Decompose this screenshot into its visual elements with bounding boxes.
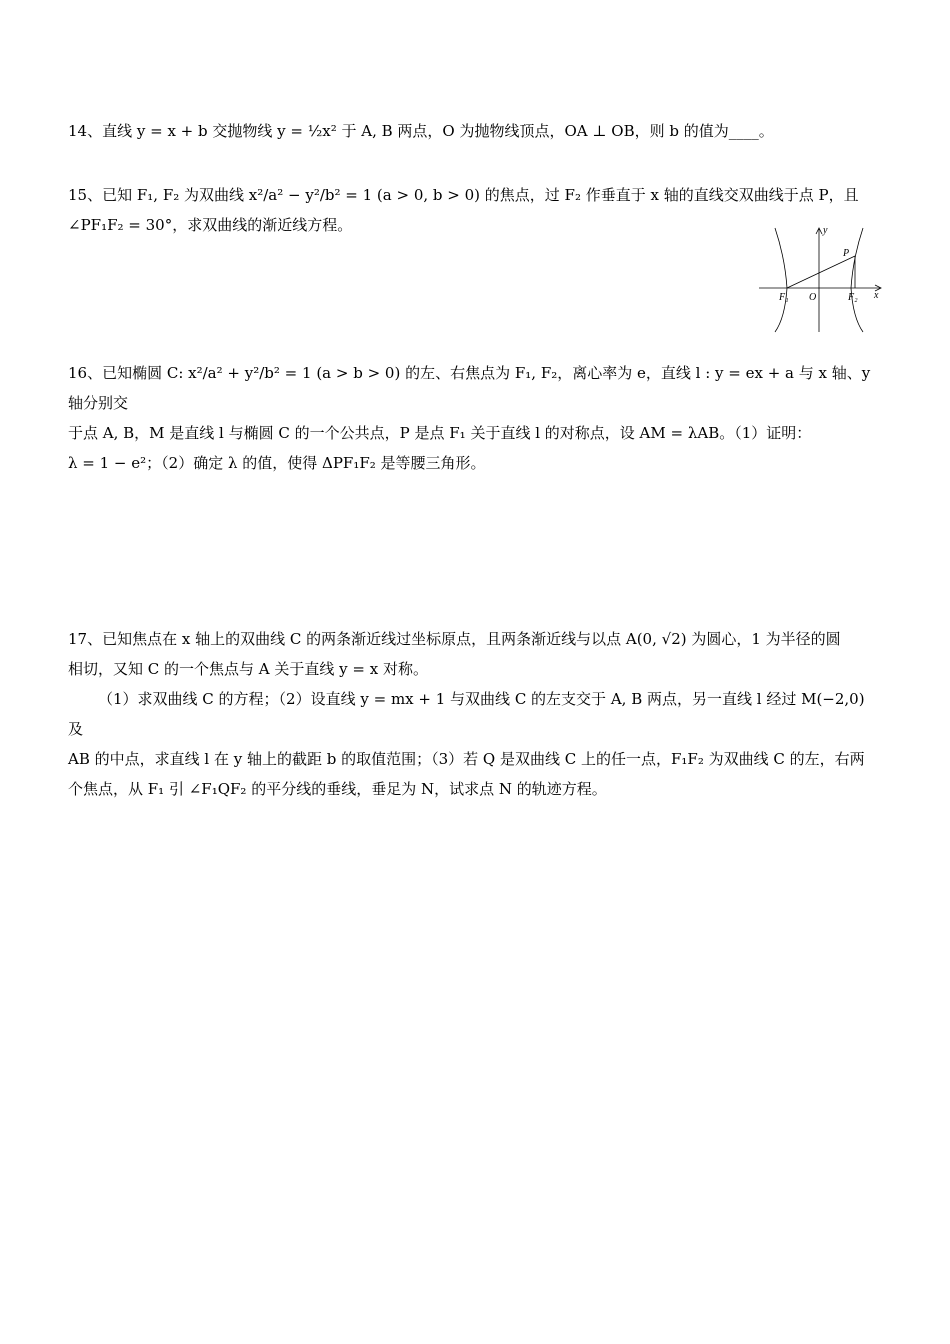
problem-text-line: 已知椭圆 C: x²/a² + y²/b² = 1 (a > b > 0) 的左、右焦点为 F₁, F₂，离心率为 e，直线 l : y = ex + a 与 x 轴、y 轴分别交	[68, 364, 871, 412]
problem-text-line: 已知焦点在 x 轴上的双曲线 C 的两条渐近线过坐标原点，且两条渐近线与以点 A(0, √2) 为圆心，1 为半径的圆	[102, 630, 841, 648]
problem-17	[68, 624, 883, 804]
problem-number: 16、	[68, 364, 103, 382]
problem-text-line: 直线 y = x + b 交抛物线 y = ½x² 于 A, B 两点，O 为抛物线顶点，OA ⊥ OB，则 b 的值为____。	[102, 122, 774, 140]
label-f1: F₁	[779, 292, 789, 303]
problem-text-line: AB 的中点，求直线 l 在 y 轴上的截距 b 的取值范围；（3）若 Q 是双曲线 C 上的任一点，F₁F₂ 为双曲线 C 的左，右两	[68, 750, 865, 768]
hyperbola-left-branch	[775, 228, 787, 332]
problem-text-line: （1）求双曲线 C 的方程；（2）设直线 y = mx + 1 与双曲线 C 的左支交于 A, B 两点，另一直线 l 经过 M(−2,0) 及	[68, 690, 865, 738]
hyperbola-right-branch	[851, 228, 863, 332]
label-o: O	[809, 292, 817, 303]
problem-text-line: 已知 F₁, F₂ 为双曲线 x²/a² − y²/b² = 1 (a > 0, b > 0) 的焦点，过 F₂ 作垂直于 x 轴的直线交双曲线于点 P，且	[102, 186, 859, 204]
label-x: x	[874, 290, 879, 301]
label-y: y	[823, 225, 828, 236]
label-p: P	[843, 248, 850, 259]
problem-number: 15、	[68, 186, 103, 204]
problem-number: 17、	[68, 630, 103, 648]
problem-16	[68, 358, 883, 478]
label-f2: F₂	[848, 292, 858, 303]
problem-text-line: 个焦点，从 F₁ 引 ∠F₁QF₂ 的平分线的垂线，垂足为 N，试求点 N 的轨迹方程。	[68, 780, 607, 798]
problem-14	[68, 116, 883, 146]
problem-number: 14、	[68, 122, 103, 140]
problem-text-line: 于点 A, B，M 是直线 l 与椭圆 C 的一个公共点，P 是点 F₁ 关于直线 l 的对称点，设 AM = λAB。（1）证明：	[68, 424, 812, 442]
problem-text-line: λ = 1 − e²；（2）确定 λ 的值，使得 ΔPF₁F₂ 是等腰三角形。	[68, 454, 486, 472]
problem-text-line: ∠PF₁F₂ = 30°，求双曲线的渐近线方程。	[68, 216, 353, 234]
problem-text-line: 相切，又知 C 的一个焦点与 A 关于直线 y = x 对称。	[68, 660, 428, 678]
segment-f1p	[787, 256, 855, 288]
hyperbola-figure	[757, 222, 887, 334]
